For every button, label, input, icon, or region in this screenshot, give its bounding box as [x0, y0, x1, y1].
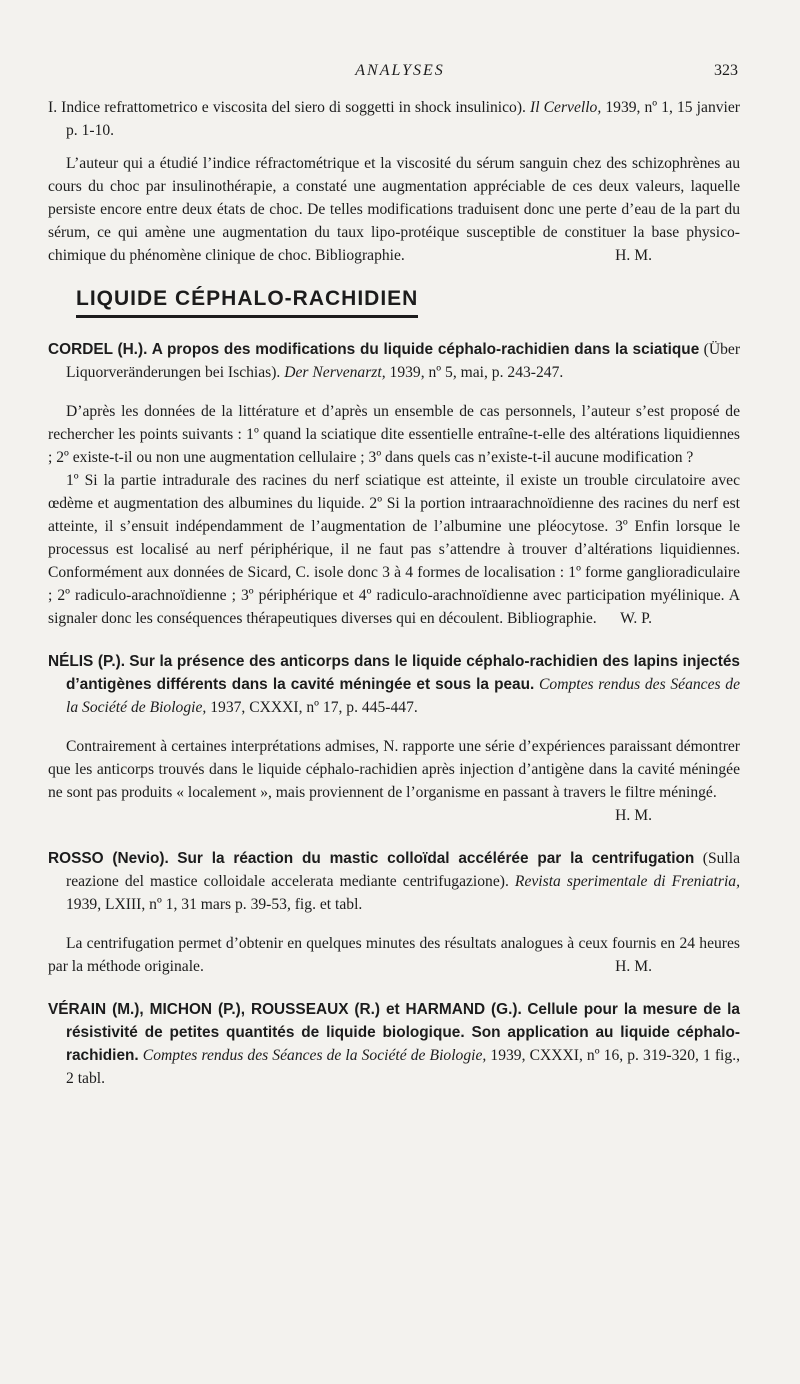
entry-rosso — [48, 847, 740, 978]
entry-signature: H. M. — [615, 807, 652, 824]
entry-original-title: (Über Liquorveränderungen bei Ischias). — [66, 341, 741, 381]
entry-verain — [48, 998, 740, 1090]
entry-citation-rest: 1937, CXXXI, nº 17, p. 445-447. — [210, 699, 418, 716]
entry-paragraph: D’après les données de la littérature et d’après un ensemble de cas personnels, l’auteur s’est proposé de rechercher les points suivants : 1º quand la sciatique dite essentielle entraîne-t-elle des altérations liquidiennes ; 2º existe-t-il ou non une augmentation cellulaire ; 3º dans quels cas n’existe-t-il aucune modification ? — [48, 403, 740, 466]
top-entry-summary — [48, 152, 740, 267]
entry-signature: H. M. — [615, 958, 652, 975]
page-number: 323 — [714, 62, 738, 79]
entry-original-title: (Sulla reazione del mastice colloidale accelerata mediante centrifugazione). — [66, 850, 740, 890]
entry-author: ROSSO (Nevio). — [48, 850, 169, 867]
section-heading — [48, 287, 740, 318]
entry-citation-rest: 1939, nº 5, mai, p. 243-247. — [389, 364, 564, 381]
entry-cordel — [48, 338, 740, 630]
top-entry-summary-text: L’auteur qui a étudié l’indice réfractométrique et la viscosité du sérum sanguin chez des schizophrènes au cours du choc par insulinothérapie, a constaté une augmentation appréciable de ces deux valeurs, laquelle persiste encore entre deux états de choc. De telles modifications traduisent donc une perte d’eau de la part du sérum, ce qui amène une augmentation du taux lipo-protéique susceptible de constituer la base physico-chimique du phénomène clinique de choc. Bibliographie. — [48, 155, 740, 264]
entry-citation — [48, 338, 740, 384]
entry-title: Sur la réaction du mastic colloïdal accélérée par la centrifugation — [177, 850, 695, 867]
top-entry-signature: H. M. — [615, 247, 652, 264]
entry-signature: W. P. — [620, 610, 652, 627]
top-entry-citation-text: I. Indice refrattometrico e viscosita del siero di soggetti in shock insulinico). — [48, 99, 526, 116]
top-entry-citation-rest: 1939, nº 1, 15 janvier p. 1-10. — [66, 99, 740, 139]
entry-author: NÉLIS (P.). — [48, 653, 125, 670]
entry-journal: Comptes rendus des Séances de la Société de Biologie, — [66, 676, 740, 716]
entry-citation — [48, 847, 740, 916]
running-title: ANALYSES — [355, 62, 445, 79]
entry-author: CORDEL (H.). — [48, 341, 148, 358]
entry-paragraph — [48, 932, 740, 978]
entry-citation-rest: 1939, CXXXI, nº 16, p. 319-320, 1 fig., 2 tabl. — [66, 1047, 740, 1087]
top-entry-citation — [48, 96, 740, 142]
entry-journal: Der Nervenarzt, — [284, 364, 386, 381]
entry-paragraph-text: 1º Si la partie intradurale des racines du nerf sciatique est atteinte, il existe un trouble circulatoire avec œdème et augmentation des albumines du liquide. 2º Si la portion intraarachnoïdienne des racines du nerf est atteinte, il s’ensuit indépendamment de l’augmentation de l’albumine une pléocytose. 3º Enfin lorsque le processus est localisé au nerf périphérique, il ne faut pas s’attendre à trouver d’altérations liquidiennes. Conformément aux données de Sicard, C. isole donc 3 à 4 formes de localisation : 1º forme ganglioradiculaire ; 2º radiculo-arachnoïdienne ; 3º périphérique et 4º radiculo-arachnoïdienne avec participation myélinique. A signaler donc les conséquences thérapeutiques diverses qui en découlent. Bibliographie. — [48, 472, 740, 627]
entry-paragraph — [48, 469, 740, 630]
top-entry-journal: Il Cervello, — [530, 99, 602, 116]
entry-journal: Revista sperimentale di Freniatria, — [514, 873, 740, 890]
page-content — [48, 96, 740, 1090]
entry-citation-rest: 1939, LXIII, nº 1, 31 mars p. 39-53, fig. et tabl. — [66, 896, 363, 913]
entry-paragraph-text: La centrifugation permet d’obtenir en quelques minutes des résultats analogues à ceux fournis en 24 heures par la méthode originale. — [48, 935, 740, 975]
entry-title: Cellule pour la mesure de la résistivité de petites quantités de liquide biologique. Son application au liquide céphalo-rachidien. — [66, 1001, 740, 1064]
entry-citation — [48, 650, 740, 719]
entry-paragraph: Contrairement à certaines interprétations admises, N. rapporte une série d’expériences paraissant démontrer que les anticorps trouvés dans le liquide céphalo-rachidien après injection d’antigène dans la cavité méningée ne sont pas produits « localement », mais proviennent de l’organisme en passant à travers le filtre méningé. — [48, 738, 740, 801]
entry-author: VÉRAIN (M.), MICHON (P.), ROUSSEAUX (R.) et HARMAND (G.). — [48, 1001, 522, 1018]
entry-title: A propos des modifications du liquide céphalo-rachidien dans la sciatique — [151, 341, 700, 358]
entry-citation — [48, 998, 740, 1090]
running-header — [0, 62, 800, 84]
entry-journal: Comptes rendus des Séances de la Société de Biologie, — [142, 1047, 487, 1064]
entry-nelis — [48, 650, 740, 827]
entry-title: Sur la présence des anticorps dans le liquide céphalo-rachidien des lapins injectés d’antigènes différents dans la cavité méningée et sous la peau. — [66, 653, 740, 693]
section-title: LIQUIDE CÉPHALO-RACHIDIEN — [76, 287, 418, 318]
